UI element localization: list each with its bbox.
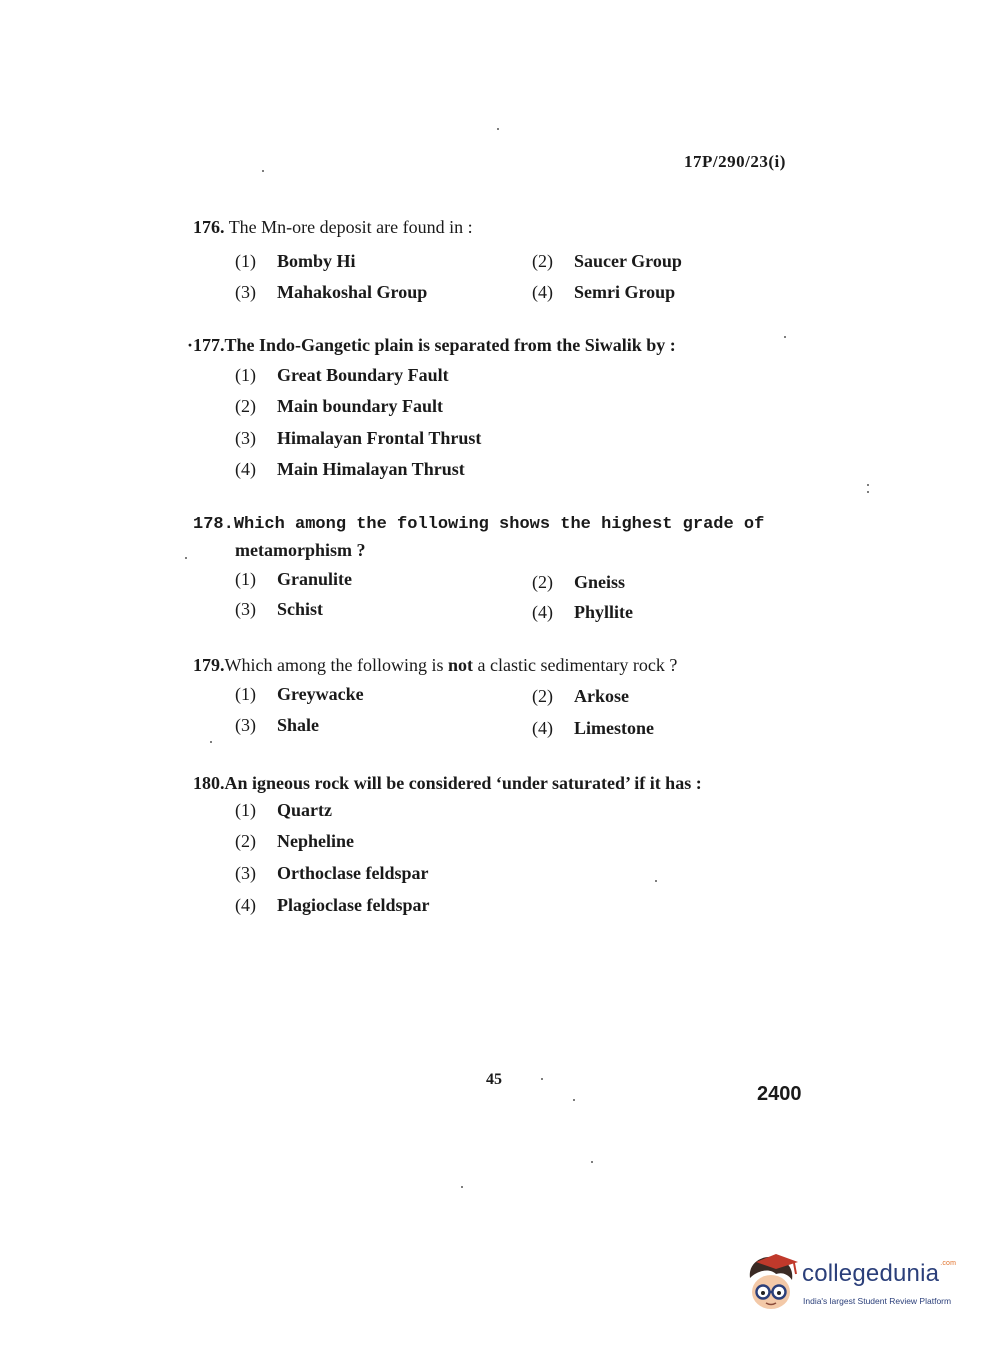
option-177-1: (1) Great Boundary Fault: [235, 365, 449, 385]
option-177-2: (2) Main boundary Fault: [235, 396, 444, 416]
option-176-3: (3) Mahakoshal Group: [235, 282, 428, 302]
option-179-2: (2) Arkose: [532, 686, 629, 706]
option-178-4: (4) Phyllite: [532, 602, 633, 622]
scan-speck: [185, 557, 187, 559]
question-number: 179.: [193, 655, 225, 675]
option-176-4: (4) Semri Group: [532, 282, 676, 302]
option-176-1: (1) Bomby Hi: [235, 251, 356, 271]
brand-tagline: India's largest Student Review Platform: [803, 1296, 952, 1306]
option-179-1: (1) Greywacke: [235, 684, 364, 704]
scan-speck: [591, 1161, 593, 1163]
page-number: 45: [486, 1071, 502, 1088]
paper-code: 17P/290/23(i): [684, 152, 786, 171]
scan-speck: [867, 484, 869, 486]
option-180-3: (3) Orthoclase feldspar: [235, 863, 429, 883]
scan-speck: [262, 170, 264, 172]
question-text: Which among the following is not a clastic sedimentary rock ?: [224, 655, 678, 675]
question-179: [193, 653, 823, 678]
scan-speck: [461, 1186, 463, 1188]
option-179-3: (3) Shale: [235, 715, 320, 735]
scan-speck: [541, 1078, 543, 1080]
question-number: 178.: [193, 515, 234, 534]
question-178: [193, 512, 823, 537]
scan-speck: [867, 491, 869, 493]
question-number: ·177.: [187, 335, 225, 355]
emphasis-not: not: [447, 655, 473, 675]
brand-name: collegedunia$^{.com}$: [802, 1260, 957, 1287]
question-177: [187, 333, 817, 358]
scan-speck: [497, 128, 499, 130]
question-178-line-2: metamorphism ?: [235, 540, 366, 560]
option-180-4: (4) Plagioclase feldspar: [235, 895, 430, 915]
mascot-icon: [742, 1252, 800, 1314]
scan-speck: [784, 336, 786, 338]
option-180-2: (2) Nepheline: [235, 831, 355, 851]
option-179-4: (4) Limestone: [532, 718, 654, 738]
question-number: 180.: [193, 773, 225, 793]
option-178-2: (2) Gneiss: [532, 572, 626, 592]
question-text: An igneous rock will be considered ‘under saturated’ if it has :: [224, 773, 702, 793]
question-176: [193, 215, 823, 240]
option-177-4: (4) Main Himalayan Thrust: [235, 459, 465, 479]
option-178-3: (3) Schist: [235, 599, 324, 619]
total-count: 2400: [757, 1083, 802, 1105]
option-177-3: (3) Himalayan Frontal Thrust: [235, 428, 482, 448]
collegedunia-logo: [742, 1252, 972, 1322]
scan-speck: [573, 1099, 575, 1101]
option-180-1: (1) Quartz: [235, 800, 332, 820]
scan-speck: [655, 880, 657, 882]
scan-speck: [210, 741, 212, 743]
option-178-1: (1) Granulite: [235, 569, 352, 589]
question-180: [193, 771, 823, 796]
question-text: The Indo-Gangetic plain is separated from the Siwalik by :: [224, 335, 676, 355]
question-text-line-1: Which among the following shows the highest grade of: [233, 515, 765, 534]
question-number: 176.: [193, 217, 225, 237]
option-176-2: (2) Saucer Group: [532, 251, 682, 271]
question-text: The Mn-ore deposit are found in :: [228, 217, 473, 237]
